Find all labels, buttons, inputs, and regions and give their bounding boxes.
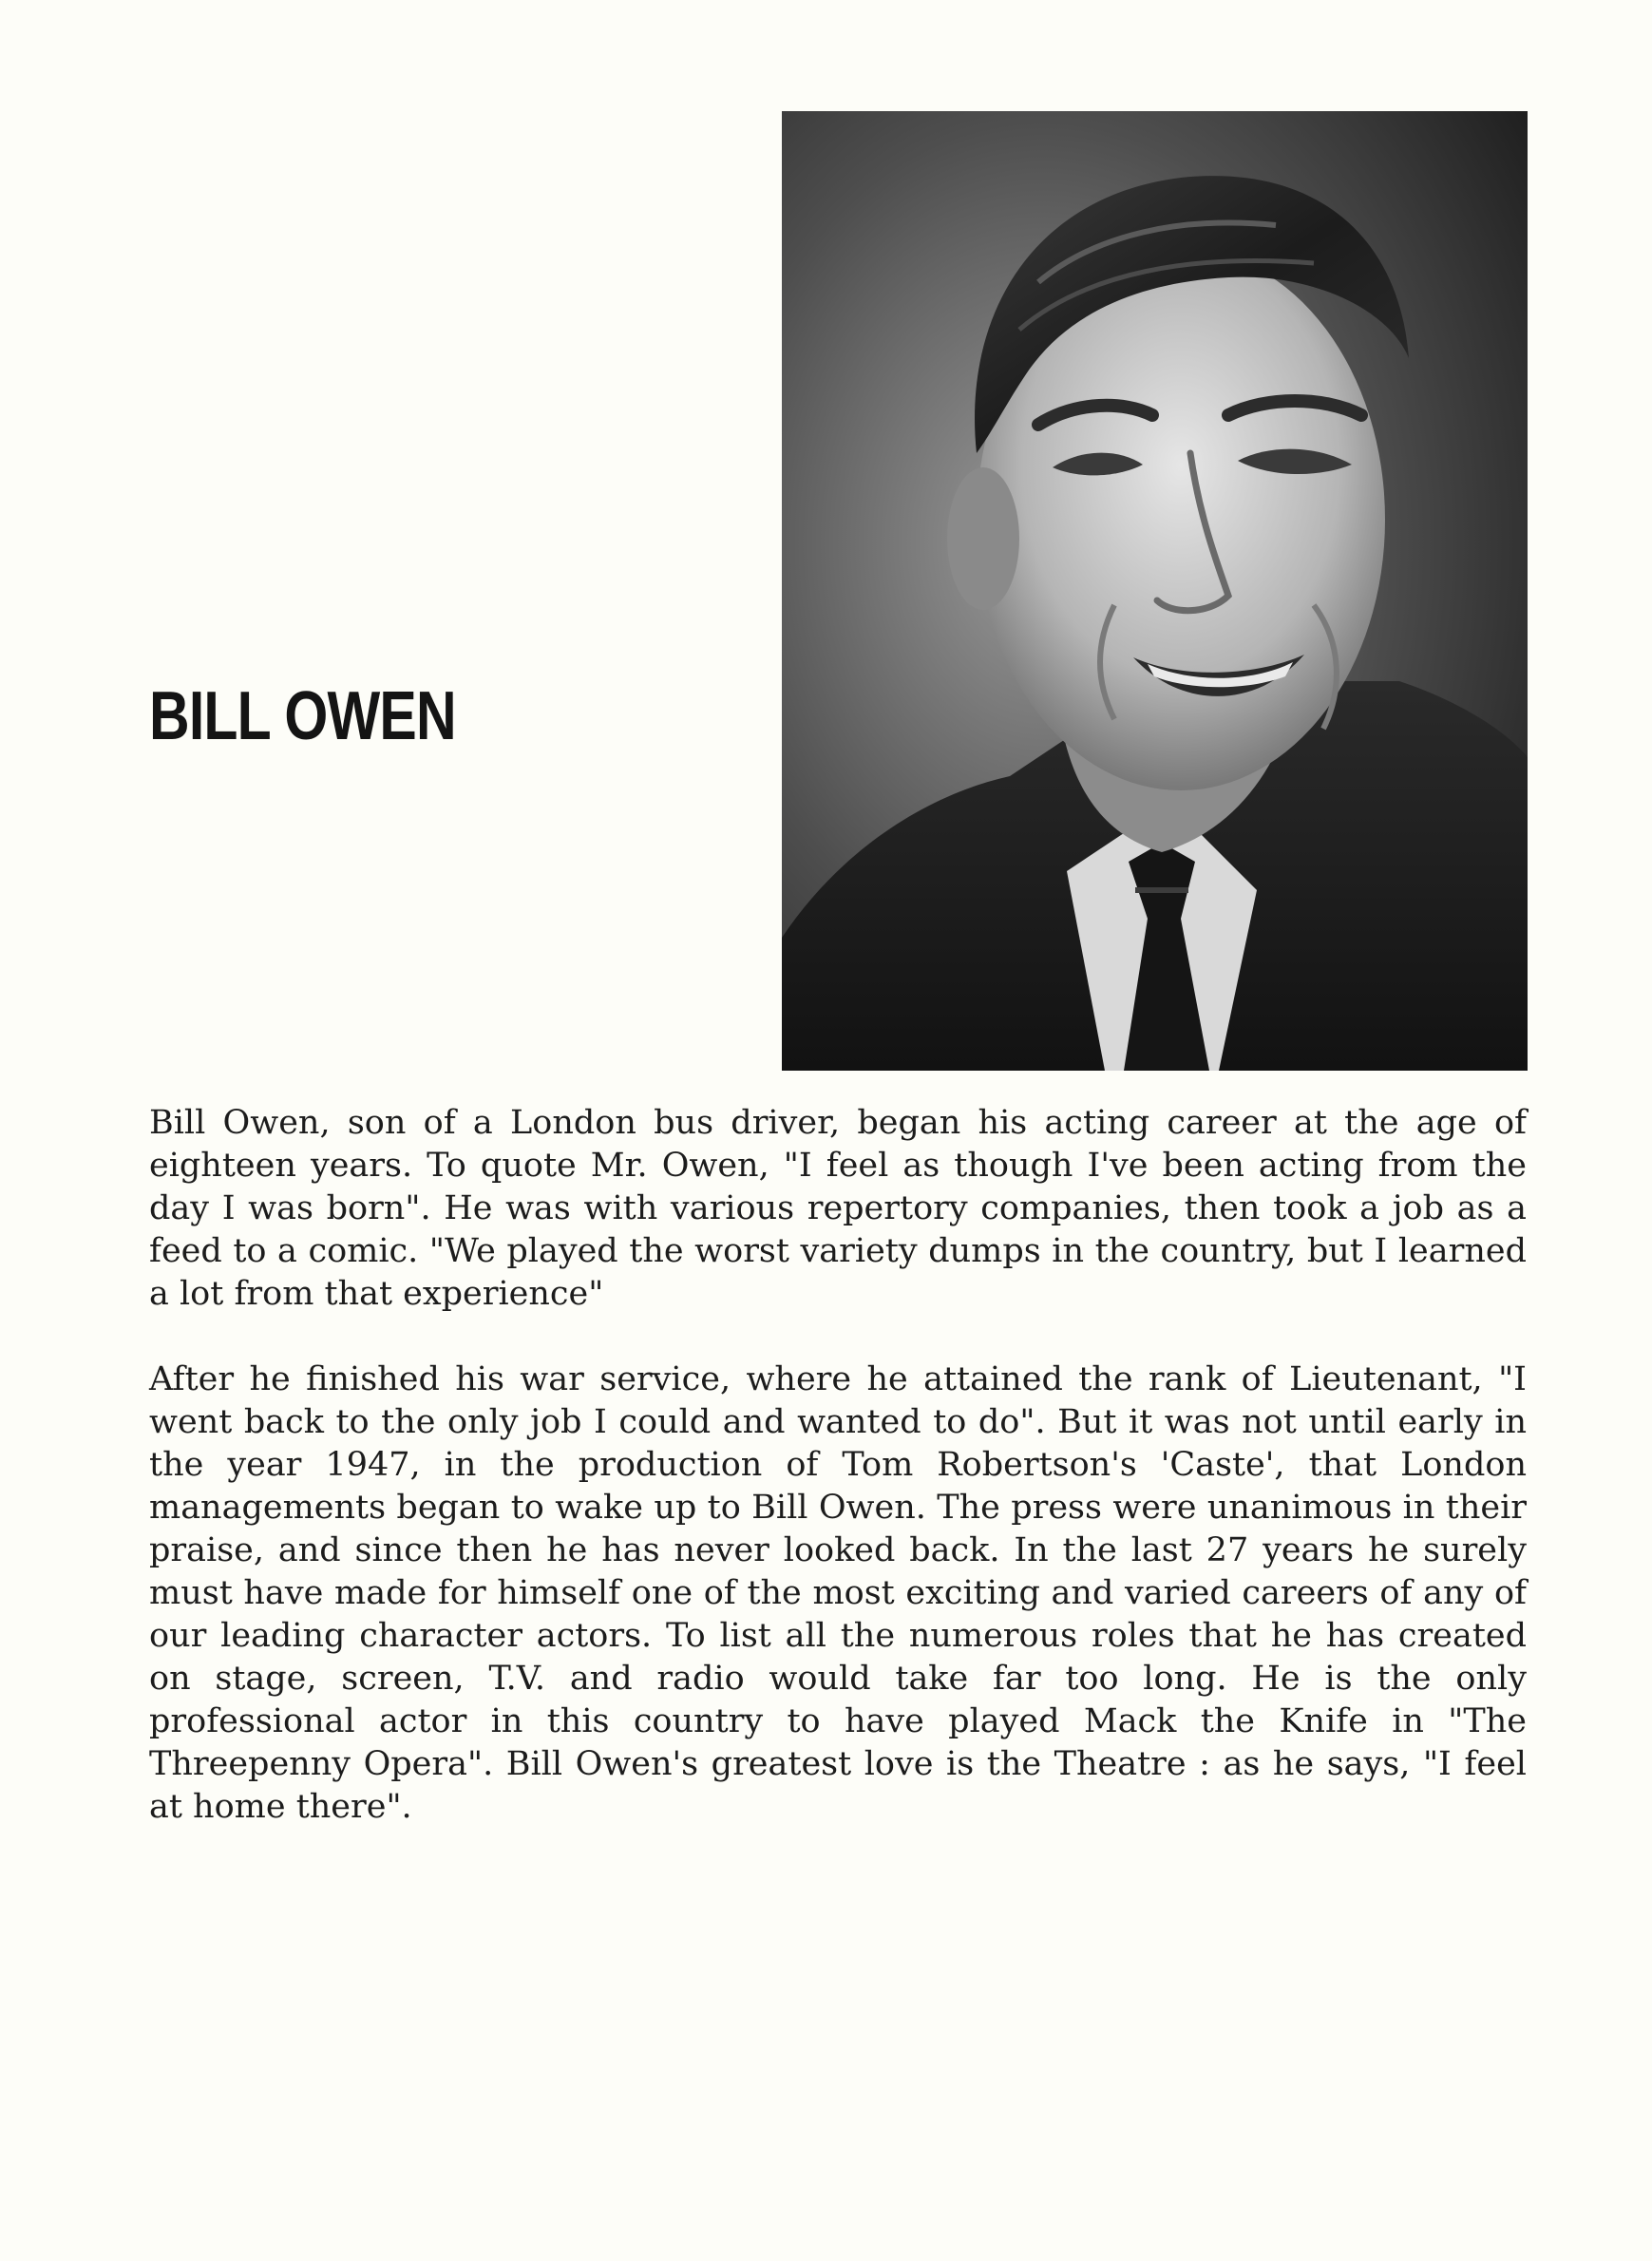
page-title: BILL OWEN (149, 678, 456, 754)
bio-paragraph-1: Bill Owen, son of a London bus driver, began his acting career at the age of eighteen years. To quote Mr. Owen, "I feel as though I've been acting from the day I was born". He was with various repertory companies, then took a job as a feed to a comic. "We played the worst variety dumps in the country, but I learned a lot from that experience" (149, 1104, 1527, 1313)
biography-text (149, 1102, 1527, 1872)
portrait-photo-icon (782, 111, 1528, 1071)
bio-paragraph-2: After he finished his war service, where he attained the rank of Lieutenant, "I went back to the only job I could and wanted to do". But it was not until early in the year 1947, in the production of Tom Robertson's 'Caste', that London managements began to wake up to Bill Owen. The press were unanimous in their praise, and since then he has never looked back. In the last 27 years he surely must have made for himself one of the most exciting and varied careers of any of our leading character actors. To list all the numerous roles that he has created on stage, screen, T.V. and radio would take far too long. He is the only professional actor in this country to have played Mack the Knife in "The Threepenny Opera". Bill Owen's greatest love is the Theatre : as he says, "I feel at home there". (149, 1360, 1527, 1826)
